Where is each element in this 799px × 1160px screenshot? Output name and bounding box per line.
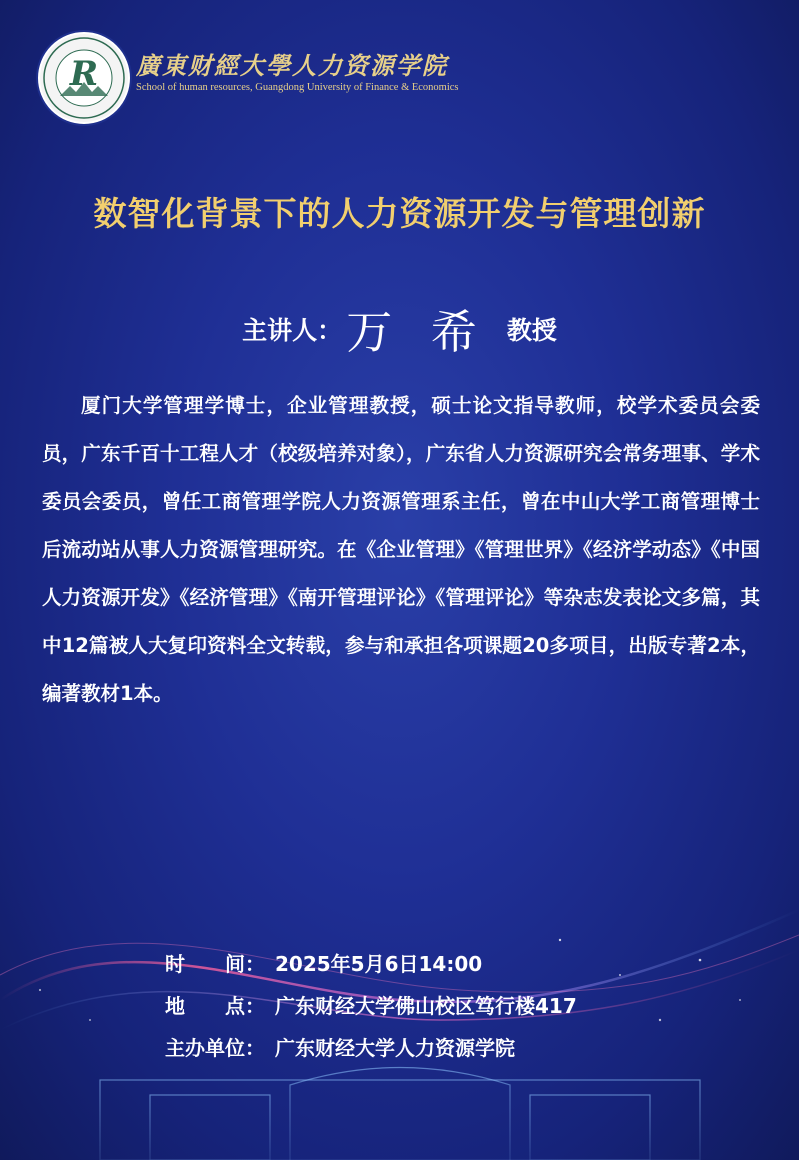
- time-label: 时 间：: [165, 952, 265, 976]
- seal-letter: R: [69, 54, 99, 94]
- speaker-line: [0, 296, 799, 362]
- location-value: 广东财经大学佛山校区笃行楼417: [275, 994, 577, 1018]
- school-header: [38, 32, 508, 122]
- event-organizer-row: [165, 1027, 577, 1069]
- school-name-english: School of human resources, Guangdong University of Finance & Economics: [136, 82, 459, 93]
- speaker-name: 万 希: [346, 305, 489, 359]
- organizer-value: 广东财经大学人力资源学院: [275, 1036, 515, 1060]
- lecture-title: 数智化背景下的人力资源开发与管理创新: [93, 194, 706, 233]
- location-label: 地 点：: [165, 994, 265, 1018]
- event-info: [165, 943, 577, 1069]
- event-time-row: [165, 943, 577, 985]
- school-name-chinese: 廣東财經大學人力资源学院: [136, 51, 448, 80]
- speaker-label: 主讲人：: [242, 316, 343, 345]
- school-seal-logo: [38, 32, 130, 124]
- event-location-row: [165, 985, 577, 1027]
- organizer-label: 主办单位：: [165, 1036, 265, 1060]
- speaker-rank: 教授: [506, 316, 557, 345]
- time-value: 2025年5月6日14:00: [275, 952, 483, 976]
- speaker-biography: 厦门大学管理学博士，企业管理教授，硕士论文指导教师，校学术委员会委员，广东千百十工程人才（校级培养对象），广东省人力资源研究会常务理事、学术委员会委员，曾任工商管理学院人力资源管理系主任，曾在中山大学工商管理博士后流动站从事人力资源管理研究。在《企业管理》《管理世界》《经济学动态》《中国人力资源开发》《经济管理》《南开管理评论》《管理评论》等杂志发表论文多篇，其中12篇被人大复印资料全文转载，参与和承担各项课题20多项目，出版专著2本，编著教材1本。: [42, 394, 760, 705]
